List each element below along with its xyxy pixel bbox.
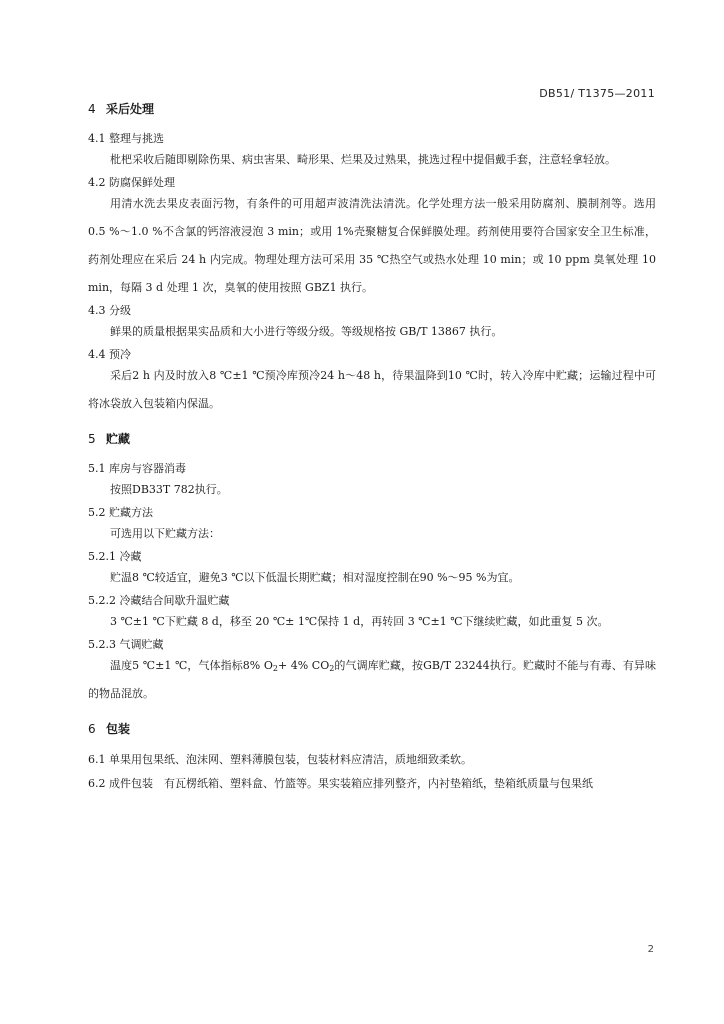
heading-5-2: 5.2 贮藏方法: [88, 506, 153, 519]
paragraph-4-2: 用清水洗去果皮表面污物，有条件的可用超声波清洗法清洗。化学处理方法一般采用防腐剂、膜制剂等。选用 0.5 %～1.0 %不含氯的钙溶液浸泡 3 min；或用 1%壳聚糖复合保鲜膜处理。药剂使用要符合国家安全卫生标准，药剂处理应在采后 24 h 内完成。物理处理方法可采用 35 ℃热空气或热水处理 10 min；或 10 ppm 臭氧处理 10 min，每隔 3 d 处理 1 次，臭氧的使用按照 GBZ1 执行。: [88, 197, 656, 294]
paragraph-6-1: 6.1 单果用包果纸、泡沫网、塑料薄膜包装，包装材料应清洁，质地细致柔软。: [88, 753, 472, 766]
document-body: [88, 100, 656, 798]
heading-4-1: 4.1 整理与挑选: [88, 132, 164, 145]
paragraph-4-1: 枇杷采收后随即剔除伤果、病虫害果、畸形果、烂果及过熟果，挑选过程中提倡戴手套，注意轻拿轻放。: [110, 153, 616, 166]
paragraph-5-2-1: 贮温8 ℃较适宜，避免3 ℃以下低温长期贮藏；相对湿度控制在90 %～95 %为宜。: [110, 571, 520, 584]
section-number: 4: [88, 102, 96, 116]
section-title: 采后处理: [106, 102, 155, 116]
section-number: 5: [88, 432, 96, 446]
text-run: 的气调库贮藏，按GB/T 23244执行。贮藏时不能与有毒、有异味的物品混放。: [88, 659, 656, 700]
heading-4-3: 4.3 分级: [88, 304, 131, 317]
heading-5-2-2: 5.2.2 冷藏结合间歇升温贮藏: [88, 594, 230, 607]
subscript: 2: [329, 664, 335, 673]
heading-5-1: 5.1 库房与容器消毒: [88, 462, 186, 475]
section-5-heading: [88, 430, 656, 448]
paragraph-5-2-2: 3 ℃±1 ℃下贮藏 8 d，移至 20 ℃± 1℃保持 1 d，再转回 3 ℃±1 ℃下继续贮藏，如此重复 5 次。: [110, 615, 609, 628]
paragraph-6-2: 6.2 成件包装 有瓦楞纸箱、塑料盒、竹篮等。果实装箱应排列整齐，内衬垫箱纸，垫箱纸质量与包果纸: [88, 777, 593, 790]
subscript: 2: [272, 664, 278, 673]
heading-5-2-1: 5.2.1 冷藏: [88, 550, 142, 563]
paragraph-4-4: 采后2 h 内及时放入8 ℃±1 ℃预冷库预冷24 h～48 h，待果温降到10 ℃时，转入冷库中贮藏；运输过程中可将冰袋放入包装箱内保温。: [88, 369, 656, 410]
section-number: 6: [88, 722, 96, 736]
paragraph-5-2-3: [88, 652, 656, 708]
paragraph-5-1: 按照DB33T 782执行。: [110, 483, 228, 496]
heading-4-4: 4.4 预冷: [88, 348, 131, 361]
paragraph-5-2: 可选用以下贮藏方法：: [110, 527, 220, 540]
section-6-heading: [88, 720, 656, 738]
section-title: 贮藏: [106, 432, 131, 446]
heading-4-2: 4.2 防腐保鲜处理: [88, 176, 175, 189]
paragraph-4-3: 鲜果的质量根据果实品质和大小进行等级分级。等级规格按 GB/T 13867 执行。: [110, 325, 503, 338]
section-title: 包装: [106, 722, 131, 736]
text-run: 温度5 ℃±1 ℃，气体指标8% O: [110, 659, 273, 672]
section-4-heading: [88, 100, 656, 118]
page-number: 2: [647, 944, 654, 955]
standard-code: DB51/ T1375—2011: [539, 87, 655, 100]
text-run: + 4% CO: [277, 659, 330, 672]
heading-5-2-3: 5.2.3 气调贮藏: [88, 638, 164, 651]
